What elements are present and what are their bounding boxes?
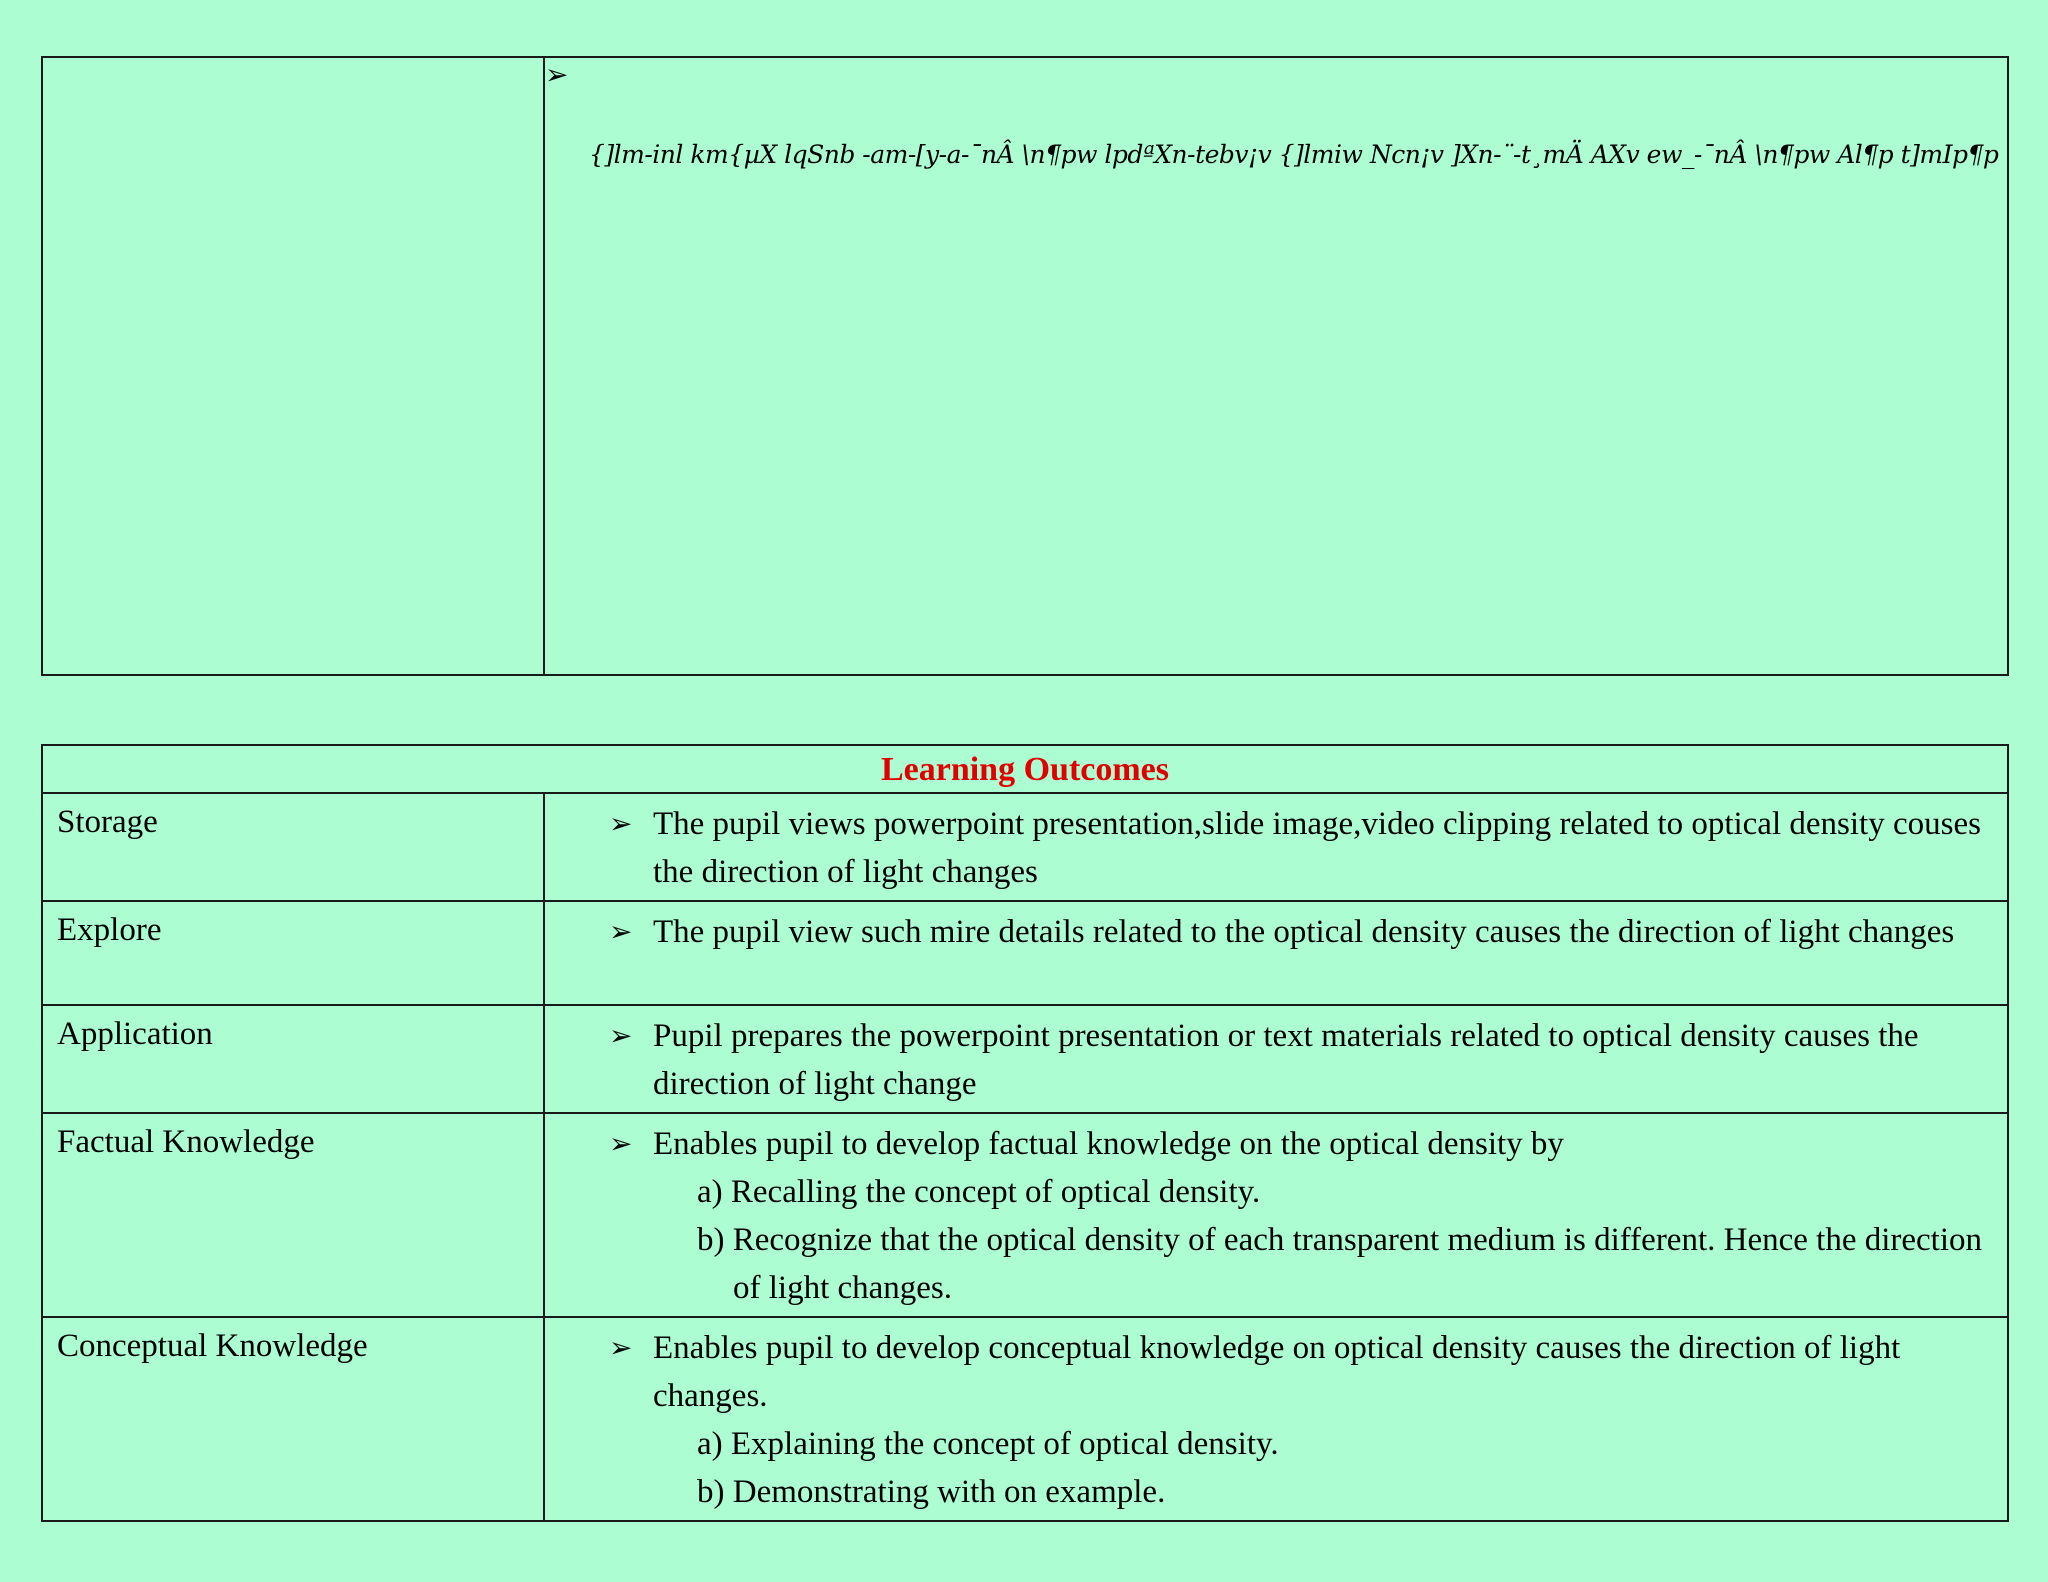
bullet-item: [609, 800, 1991, 896]
bullet-text: Enables pupil to develop factual knowledge on the optical density by: [653, 1126, 1564, 1162]
row-label: Application: [42, 1005, 544, 1113]
bullet-item: [609, 1120, 1991, 1168]
bullet-item: [609, 908, 1991, 956]
top-bullet-text: {]lm-inl km{µX lqSnb -am-[y-a-¯nÂ \n¶pw lpdªXn-tebv¡v {]lmiw Ncn¡v ]Xn-¨-t¸mÄ AXv ew_-¯nÂ \n¶pw Al¶p t]mIp¶p: [589, 140, 1999, 169]
table-row: [42, 793, 2008, 901]
top-bullet-item: [545, 58, 2007, 169]
arrow-bullet-icon: ➢: [609, 807, 633, 840]
row-label: Factual Knowledge: [42, 1113, 544, 1317]
sub-item: b) Recognize that the optical density of each transparent medium is different. Hence the direction of light changes.: [697, 1222, 1983, 1306]
table-row: [42, 1113, 2008, 1317]
outcomes-header-row: [42, 745, 2008, 793]
row-content: [544, 901, 2008, 1005]
table-row: [42, 1005, 2008, 1113]
arrow-bullet-icon: ➢: [609, 1019, 633, 1052]
row-label: Storage: [42, 793, 544, 901]
arrow-bullet-icon: ➢: [545, 58, 568, 91]
sub-item: a) Explaining the concept of optical density.: [697, 1426, 1279, 1462]
learning-outcomes-title: Learning Outcomes: [42, 745, 2008, 793]
row-content: [544, 1317, 2008, 1521]
bullet-text: The pupil view such mire details related to the optical density causes the direction of light changes: [653, 914, 1955, 950]
bullet-text: Enables pupil to develop conceptual knowledge on optical density causes the direction of light changes.: [653, 1330, 1901, 1414]
row-content: [544, 1005, 2008, 1113]
bullet-text: Pupil prepares the powerpoint presentation or text materials related to optical density causes the direction of light change: [653, 1018, 1919, 1102]
row-content: [544, 793, 2008, 901]
arrow-bullet-icon: ➢: [609, 915, 633, 948]
top-left-cell: [42, 57, 544, 675]
bullet-text: The pupil views powerpoint presentation,slide image,video clipping related to optical density couses the direction of light changes: [653, 806, 1981, 890]
top-right-cell: [544, 57, 2008, 675]
row-label: Explore: [42, 901, 544, 1005]
sub-item: a) Recalling the concept of optical density.: [697, 1174, 1261, 1210]
arrow-bullet-icon: ➢: [609, 1331, 633, 1364]
table-row: [42, 901, 2008, 1005]
top-table-row: [42, 57, 2008, 675]
top-content-table: [41, 56, 2009, 676]
arrow-bullet-icon: ➢: [609, 1127, 633, 1160]
row-label: Conceptual Knowledge: [42, 1317, 544, 1521]
learning-outcomes-table: [41, 744, 2009, 1522]
sub-item: b) Demonstrating with on example.: [697, 1474, 1166, 1510]
row-content: [544, 1113, 2008, 1317]
table-row: [42, 1317, 2008, 1521]
bullet-item: [609, 1012, 1991, 1108]
bullet-item: [609, 1324, 1991, 1420]
